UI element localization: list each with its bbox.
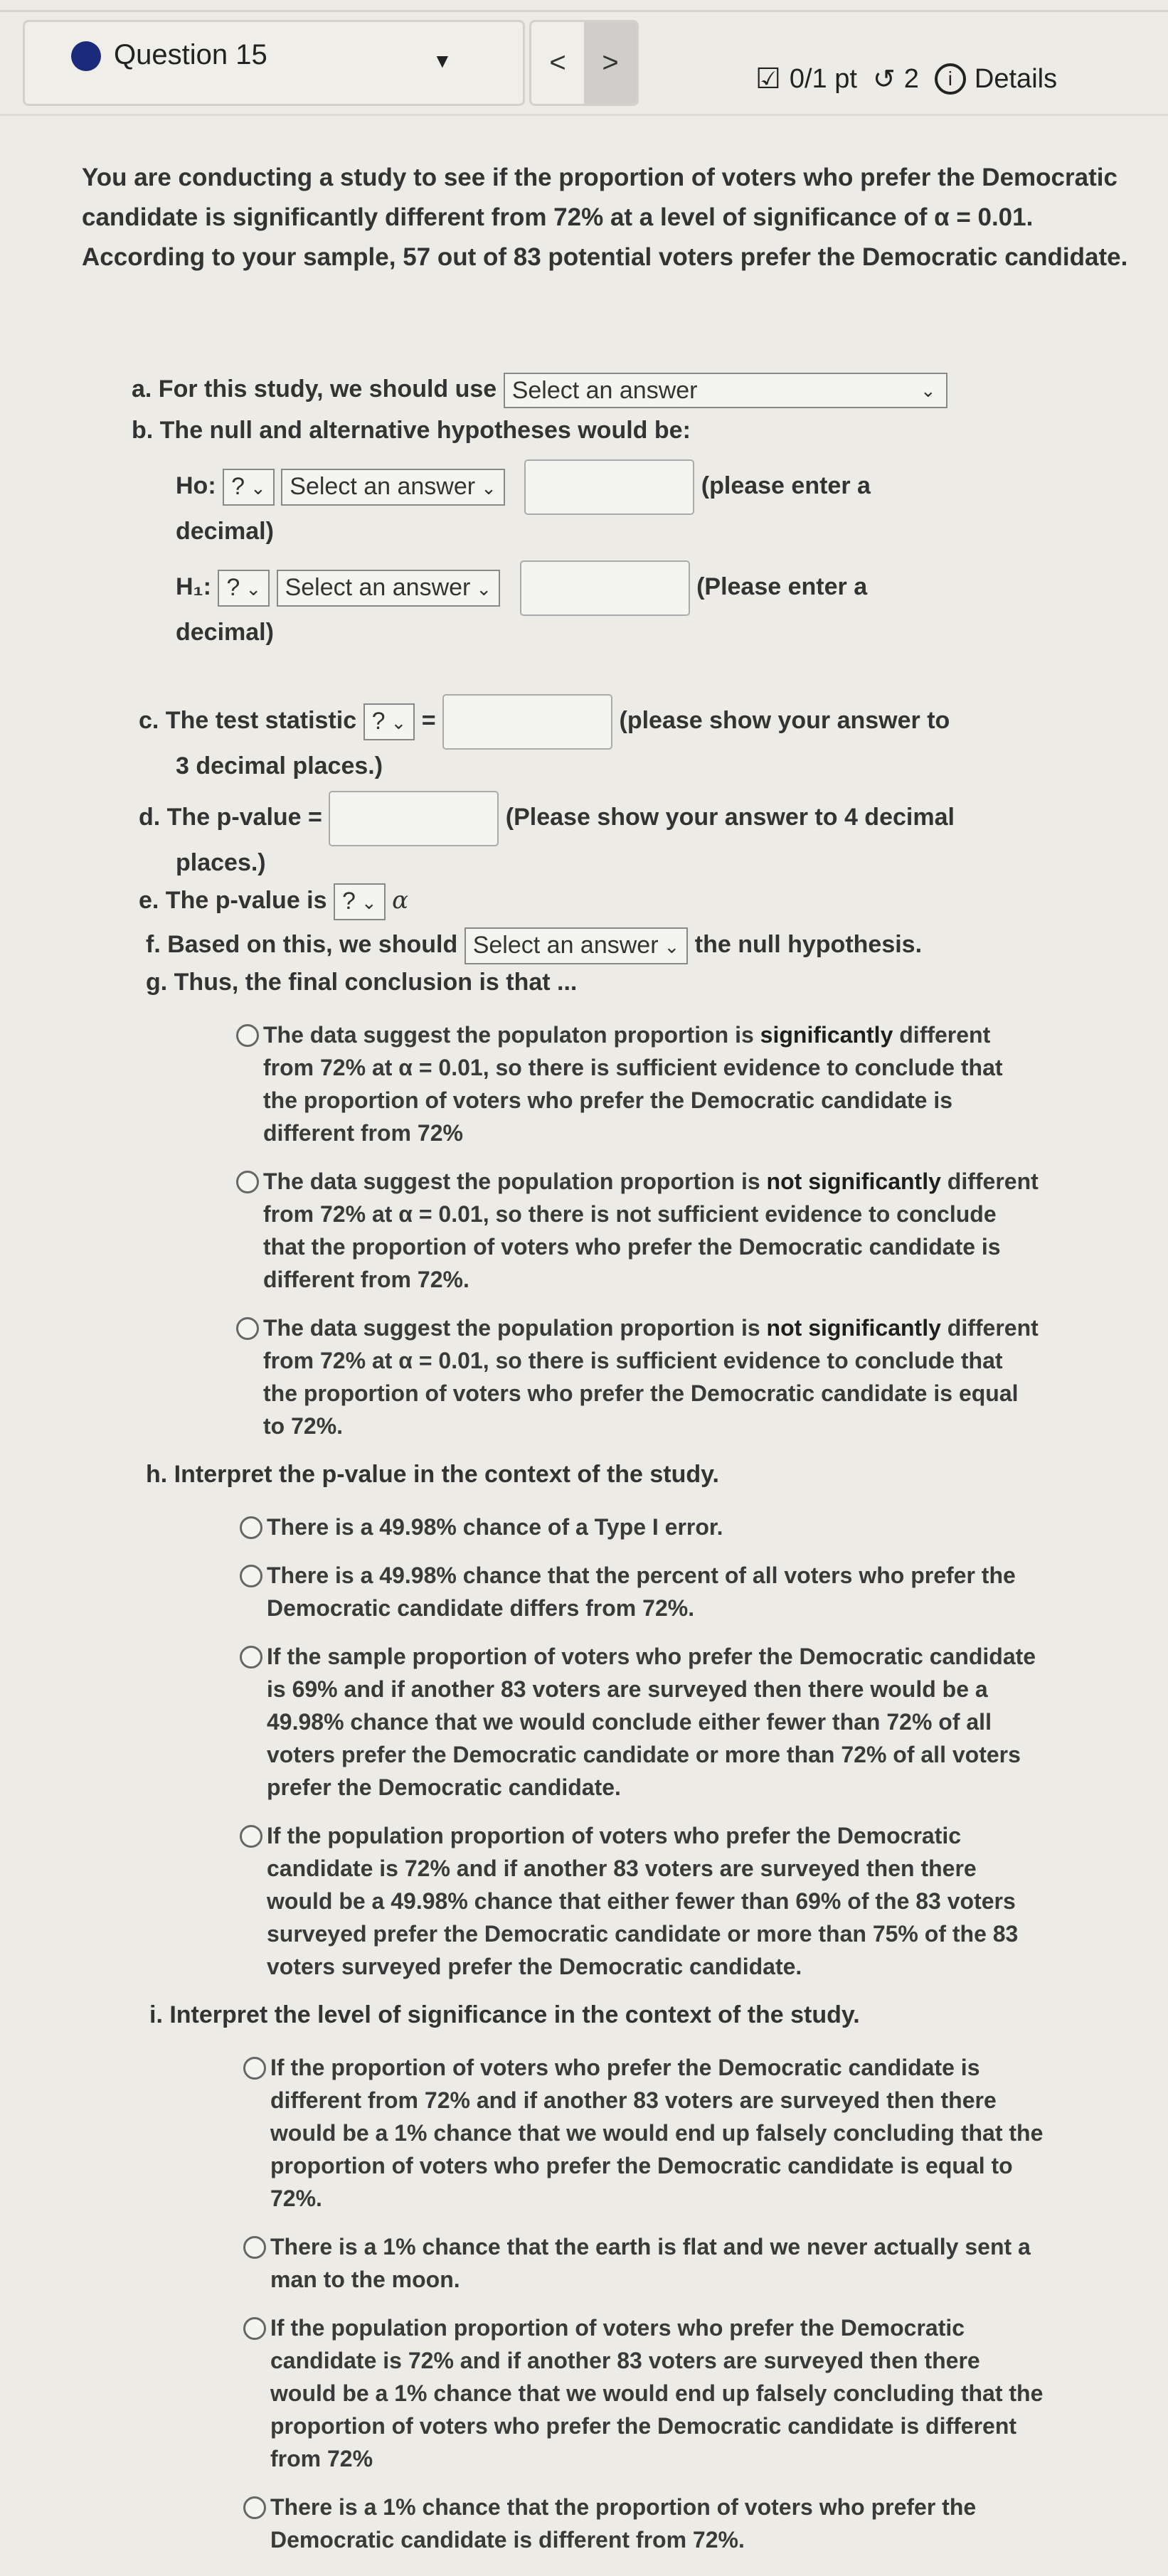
chevron-down-icon: ⌄ xyxy=(920,380,936,402)
test-statistic-select[interactable] xyxy=(363,703,415,740)
p-value-comparison-select[interactable] xyxy=(334,883,386,920)
p-value-interpretation-options xyxy=(267,1511,1168,1983)
question-parts xyxy=(0,373,1168,2572)
alpha-symbol: α xyxy=(392,885,409,915)
radio-button[interactable] xyxy=(243,2057,266,2080)
conclusion-option[interactable] xyxy=(263,1311,1039,1442)
select-value: Select an answer xyxy=(511,377,698,405)
question-meta xyxy=(755,63,1057,95)
details-link[interactable]: Details xyxy=(974,63,1058,94)
option-text: The data suggest the population proportion is xyxy=(263,1315,767,1341)
option-emphasis: not significantly xyxy=(766,1169,941,1194)
dropdown-caret-icon[interactable]: ▼ xyxy=(432,50,452,72)
h0-label: Ho: xyxy=(176,472,216,499)
option-text: The data suggest the populaton proportion is xyxy=(263,1022,760,1048)
select-value: Select an answer xyxy=(290,473,476,500)
option-emphasis: significantly xyxy=(760,1022,893,1048)
h0-symbol-select[interactable] xyxy=(223,469,275,506)
part-d-hint-continued: places.) xyxy=(176,849,266,876)
radio-button[interactable] xyxy=(243,2236,266,2259)
h1-hint: (Please enter a xyxy=(696,573,868,600)
chevron-down-icon: ⌄ xyxy=(391,712,407,733)
part-d-label: d. The p-value = xyxy=(139,803,322,831)
radio-button[interactable] xyxy=(243,2496,266,2519)
select-value: ? xyxy=(371,708,386,735)
radio-button[interactable] xyxy=(236,1024,259,1047)
top-divider xyxy=(0,10,1168,12)
part-c xyxy=(139,694,1168,750)
equals-sign: = xyxy=(421,706,436,734)
significance-interpretation-option[interactable] xyxy=(270,2051,1046,2215)
question-title: Question 15 xyxy=(114,39,267,70)
part-g-label: g. Thus, the final conclusion is that ... xyxy=(146,969,578,996)
conclusion-option[interactable] xyxy=(263,1018,1039,1149)
radio-button[interactable] xyxy=(240,1565,262,1587)
h0-parameter-select[interactable] xyxy=(281,469,505,506)
question-nav xyxy=(529,20,639,106)
retries-count: 2 xyxy=(903,63,919,94)
header-divider xyxy=(0,114,1168,116)
part-i-label: i. Interpret the level of significance in the context of the study. xyxy=(149,2001,860,2028)
option-text: There is a 49.98% chance of a Type I error. xyxy=(267,1514,723,1540)
chevron-down-icon: ⌄ xyxy=(245,578,262,600)
conclusion-option[interactable] xyxy=(263,1165,1039,1296)
option-text: different from 72% at α = 0.01, so there is sufficient evidence to conclude that the proportion of voters who prefer the Democratic candidate is different from 72% xyxy=(263,1022,1003,1146)
score-text: 0/1 pt xyxy=(789,63,857,94)
next-question-button[interactable]: > xyxy=(584,22,637,104)
significance-interpretation-option[interactable] xyxy=(270,2230,1046,2296)
part-c-hint: (please show your answer to xyxy=(619,706,950,734)
select-value: Select an answer xyxy=(472,932,659,959)
part-c-hint-continued: 3 decimal places.) xyxy=(176,752,383,779)
chevron-down-icon: ⌄ xyxy=(481,477,497,499)
option-emphasis: not significantly xyxy=(766,1315,941,1341)
h0-value-input[interactable] xyxy=(524,459,694,515)
radio-button[interactable] xyxy=(236,1171,259,1193)
option-text: The data suggest the population proportion is xyxy=(263,1169,767,1194)
h1-label: H₁: xyxy=(176,573,211,600)
significance-interpretation-option[interactable] xyxy=(270,2311,1046,2475)
part-d-hint: (Please show your answer to 4 decimal xyxy=(505,803,955,831)
h1-hint-continued: decimal) xyxy=(176,619,274,646)
option-text: If the population proportion of voters who prefer the Democratic candidate is 72% and if another 83 voters are surveyed then there would be a 1% chance that we would end up falsely concluding that the proportion of voters who prefer the Democratic candidate is different from 72% xyxy=(270,2315,1044,2471)
part-f-label: f. Based on this, we should xyxy=(146,930,458,958)
part-f-suffix: the null hypothesis. xyxy=(694,930,923,958)
h0-hint: (please enter a xyxy=(701,472,871,499)
option-text: There is a 1% chance that the earth is flat and we never actually sent a man to the moon. xyxy=(270,2234,1031,2292)
info-icon[interactable]: i xyxy=(935,63,966,95)
chevron-down-icon: ⌄ xyxy=(250,477,266,499)
option-text: different from 72% at α = 0.01, so there is sufficient evidence to conclude that the proportion of voters who prefer the Democratic candidate is equal to 72%. xyxy=(263,1315,1039,1439)
h1-value-input[interactable] xyxy=(520,560,690,616)
score-checkbox-icon: ☑ xyxy=(755,63,781,95)
part-d xyxy=(139,791,1168,846)
test-type-select[interactable] xyxy=(504,373,947,408)
h0-row xyxy=(176,459,1168,515)
h1-row xyxy=(176,560,1168,616)
select-value: Select an answer xyxy=(285,574,471,601)
p-value-interpretation-option[interactable] xyxy=(267,1819,1042,1983)
select-value: ? xyxy=(341,888,356,915)
part-e-label: e. The p-value is xyxy=(139,886,327,914)
h1-symbol-select[interactable] xyxy=(218,570,270,607)
option-text: There is a 49.98% chance that the percent of all voters who prefer the Democratic candidate differs from 72%. xyxy=(267,1563,1016,1621)
chevron-down-icon: ⌄ xyxy=(664,936,680,957)
radio-button[interactable] xyxy=(243,2317,266,2340)
chevron-down-icon: ⌄ xyxy=(361,892,377,913)
test-statistic-input[interactable] xyxy=(442,694,612,750)
prev-question-button[interactable]: < xyxy=(549,47,566,78)
radio-button[interactable] xyxy=(236,1317,259,1340)
part-b-label: b. The null and alternative hypotheses would be: xyxy=(132,417,691,444)
p-value-interpretation-option[interactable] xyxy=(267,1640,1042,1804)
h1-parameter-select[interactable] xyxy=(277,570,501,607)
question-status-dot xyxy=(71,41,101,71)
h0-hint-continued: decimal) xyxy=(176,518,274,545)
conclusion-options xyxy=(263,1018,1168,1442)
option-text: If the proportion of voters who prefer the Democratic candidate is different from 72% and if another 83 voters are surveyed then there would be a 1% chance that we would end up falsely concluding that the proportion of voters who prefer the Democratic candidate is equal to 72%. xyxy=(270,2055,1044,2211)
option-text: If the population proportion of voters who prefer the Democratic candidate is 72% and if another 83 voters are surveyed then there would be a 49.98% chance that either fewer than 69% of the 83 voters surveyed prefer the Democratic candidate or more than 75% of the 83 voters surveyed prefer the Democratic candidate. xyxy=(267,1823,1019,1979)
part-e xyxy=(139,883,1168,927)
select-value: ? xyxy=(226,574,240,601)
radio-button[interactable] xyxy=(240,1646,262,1668)
part-h-label: h. Interpret the p-value in the context of the study. xyxy=(146,1461,719,1488)
chevron-down-icon: ⌄ xyxy=(476,578,492,600)
option-text: different from 72% at α = 0.01, so there is not sufficient evidence to conclude that the proportion of voters who prefer the Democratic candidate is different from 72%. xyxy=(263,1169,1039,1292)
significance-interpretation-options xyxy=(270,2051,1168,2556)
p-value-interpretation-option[interactable] xyxy=(267,1511,1042,1543)
radio-button[interactable] xyxy=(240,1516,262,1539)
significance-interpretation-option[interactable] xyxy=(270,2491,1046,2556)
part-a-label: a. For this study, we should use xyxy=(132,376,497,403)
part-a xyxy=(132,373,1168,414)
part-f xyxy=(146,927,1168,966)
option-text: If the sample proportion of voters who prefer the Democratic candidate is 69% and if another 83 voters are surveyed then there would be a 49.98% chance that we would conclude either fewer than 72% of all voters prefer the Democratic candidate or more than 72% of all voters prefer the Democratic candidate. xyxy=(267,1644,1036,1800)
part-c-label: c. The test statistic xyxy=(139,706,357,734)
option-text: There is a 1% chance that the proportion of voters who prefer the Democratic candidate is different from 72%. xyxy=(270,2494,977,2553)
retry-icon: ↺ xyxy=(872,64,896,95)
p-value-interpretation-option[interactable] xyxy=(267,1559,1042,1624)
question-prompt: You are conducting a study to see if the proportion of voters who prefer the Democratic candidate is significantly different from 72% at a level of significance of α = 0.01. According to your sample, 57 out of 83 potential voters prefer the Democratic candidate. xyxy=(82,164,1128,271)
p-value-input[interactable] xyxy=(329,791,499,846)
radio-button[interactable] xyxy=(240,1825,262,1848)
select-value: ? xyxy=(231,473,245,500)
decision-select[interactable] xyxy=(464,927,689,964)
